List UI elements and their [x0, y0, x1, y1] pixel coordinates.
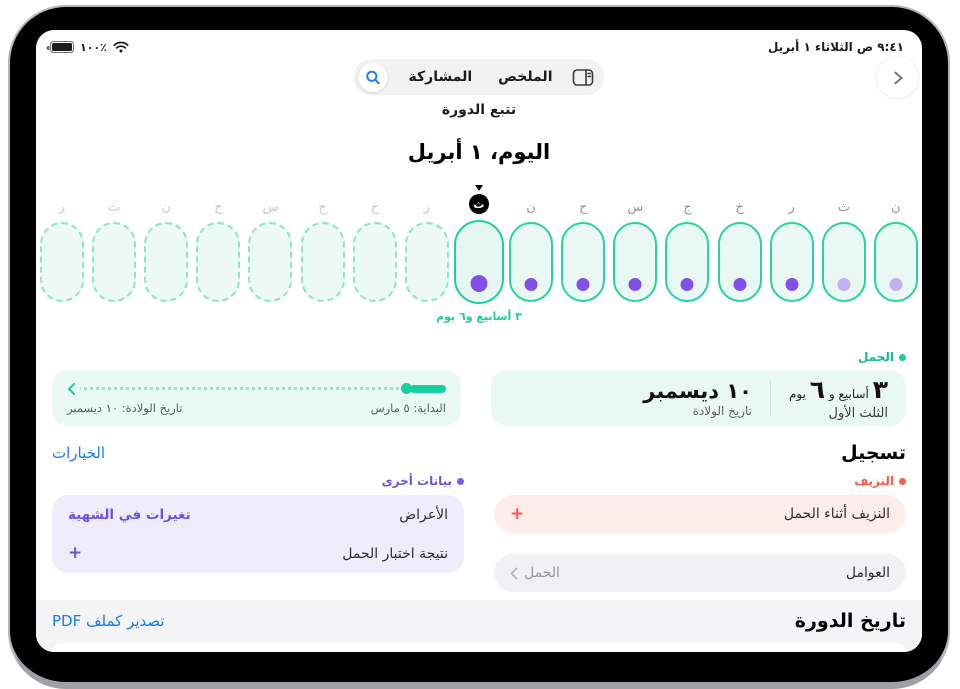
pregnancy-summary-card[interactable]	[491, 370, 906, 426]
day-oval	[248, 222, 292, 302]
timeline-day[interactable]	[244, 176, 296, 326]
day-letter: ث	[107, 200, 121, 215]
cycle-history-heading: تاريخ الدورة	[794, 610, 906, 632]
battery-percent: ٪١٠٠	[80, 40, 107, 54]
options-link[interactable]: الخيارات	[52, 444, 106, 462]
navigation-bar	[36, 58, 922, 98]
pregnancy-progress-card[interactable]	[52, 370, 461, 426]
pregnancy-test-row[interactable]	[68, 534, 448, 573]
day-oval	[196, 222, 240, 302]
day-oval	[561, 222, 605, 302]
entry-dot	[629, 278, 642, 291]
timeline-day[interactable]	[140, 176, 192, 326]
other-data-section-label: بيانات أخرى	[52, 474, 464, 488]
timeline-day[interactable]	[349, 176, 401, 326]
day-letter: ج	[318, 200, 327, 215]
entry-dot	[525, 278, 538, 291]
nav-tab-pill	[354, 59, 605, 95]
day-letter: خ	[370, 200, 379, 215]
day-letter: ث	[473, 197, 485, 211]
bleeding-section-label: النزيف	[494, 474, 906, 488]
day-letter: ث	[837, 200, 850, 215]
day-oval	[665, 222, 709, 302]
progress-start-label: البداية: ٥ مارس	[370, 400, 446, 415]
log-heading: تسجيل	[841, 442, 906, 464]
other-data-dot-icon	[457, 478, 464, 485]
search-button[interactable]	[359, 63, 388, 92]
bleeding-entry-label: النزيف أثناء الحمل	[783, 506, 890, 522]
day-letter: ن	[161, 200, 171, 215]
progress-elapsed-bar	[410, 385, 446, 393]
back-chevron-icon	[889, 69, 907, 87]
pregnancy-progress-bar	[67, 382, 446, 396]
timeline-day[interactable]	[870, 176, 922, 326]
timeline-day[interactable]	[88, 176, 140, 326]
search-icon	[366, 70, 381, 85]
progress-due-label: تاريخ الولادة: ١٠ ديسمبر	[67, 400, 183, 415]
bleeding-entry-row[interactable]	[494, 495, 906, 533]
entry-dot	[470, 275, 487, 292]
day-letter: ج	[683, 200, 692, 215]
status-datetime: ٩:٤١ ص الثلاثاء ١ أبريل	[767, 40, 904, 54]
progress-remaining-track	[80, 387, 399, 390]
timeline-day[interactable]	[818, 176, 870, 326]
back-button[interactable]	[877, 57, 918, 98]
timeline-day[interactable]	[192, 176, 244, 326]
battery-icon	[50, 41, 74, 53]
progress-expand-chevron-icon[interactable]	[67, 382, 76, 396]
gestation-annotation: ٣ أسابيع و٦ يوم	[436, 310, 522, 323]
gestation-block	[789, 375, 888, 421]
add-pregnancy-test-button[interactable]: +	[68, 543, 83, 563]
selected-date-title: اليوم، ١ أبريل	[407, 140, 551, 164]
weeks-value: ٣	[872, 375, 888, 404]
days-word: يوم	[789, 387, 806, 401]
progress-knob[interactable]	[401, 383, 412, 394]
day-oval	[770, 222, 814, 302]
screen	[36, 30, 922, 652]
day-letter: ر	[788, 200, 795, 215]
add-bleeding-button[interactable]: +	[510, 503, 525, 524]
day-oval	[405, 222, 449, 302]
day-letter: ر	[58, 200, 66, 215]
due-date-label: تاريخ الولادة	[692, 403, 752, 418]
other-data-card	[52, 495, 464, 573]
day-letter: ن	[526, 200, 536, 215]
cycle-history-card-top	[52, 643, 906, 652]
sidebar-icon	[572, 69, 593, 86]
factors-value: الحمل	[524, 565, 560, 581]
weeks-word: أسابيع و	[828, 387, 869, 401]
today-pointer-icon	[475, 185, 483, 191]
symptoms-value: تغيرات في الشهية	[68, 506, 191, 523]
day-oval	[301, 222, 345, 302]
day-oval	[613, 222, 657, 302]
timeline-day[interactable]	[505, 176, 557, 326]
timeline-day-today[interactable]	[436, 176, 522, 326]
pregnancy-section-label: الحمل	[858, 350, 906, 364]
timeline-day[interactable]	[557, 176, 609, 326]
cycle-history-section	[36, 600, 922, 652]
entry-dot	[837, 278, 850, 291]
pregnancy-cards	[52, 370, 906, 426]
day-letter: خ	[735, 200, 744, 215]
export-pdf-link[interactable]: تصدير كملف PDF	[52, 612, 165, 630]
timeline-day[interactable]	[661, 176, 713, 326]
log-header	[52, 442, 906, 464]
day-oval	[509, 222, 553, 302]
day-letter: س	[262, 200, 279, 215]
day-oval	[92, 222, 136, 302]
day-letter: ح	[214, 200, 223, 215]
due-date-value: ١٠ ديسمبر	[643, 378, 752, 403]
day-oval	[822, 222, 866, 302]
divider	[770, 380, 771, 416]
trimester-label: الثلث الأول	[828, 406, 888, 421]
pregnancy-test-label: نتيجة اختبار الحمل	[342, 545, 448, 562]
day-letter: ح	[578, 200, 588, 215]
day-oval-today	[454, 220, 504, 304]
day-oval	[144, 222, 188, 302]
days-value: ٦	[809, 375, 826, 404]
pregnancy-dot-icon	[899, 354, 906, 361]
symptoms-label: الأعراض	[399, 506, 448, 523]
bleeding-dot-icon	[899, 478, 906, 485]
timeline-day[interactable]	[714, 176, 766, 326]
entry-dot	[681, 278, 694, 291]
day-letter: ر	[423, 200, 430, 215]
day-oval	[718, 222, 762, 302]
due-date-block	[643, 379, 752, 418]
today-day-badge	[469, 194, 489, 214]
day-letter: س	[627, 200, 644, 215]
timeline-day[interactable]	[401, 176, 453, 326]
day-letter: ن	[891, 200, 901, 215]
day-oval	[353, 222, 397, 302]
log-column-other-data	[52, 474, 464, 573]
symptoms-row[interactable]	[68, 495, 448, 534]
timeline-day[interactable]	[766, 176, 818, 326]
log-column-bleeding	[494, 474, 906, 592]
factors-row[interactable]	[494, 554, 906, 592]
status-bar	[50, 37, 904, 57]
day-oval	[40, 222, 84, 302]
entry-dot	[785, 278, 798, 291]
entry-dot	[889, 278, 902, 291]
sidebar-toggle-button[interactable]	[566, 60, 600, 94]
cycle-timeline	[36, 176, 922, 326]
tab-summary[interactable]: الملخص	[498, 69, 553, 85]
tab-sharing[interactable]: المشاركة	[408, 69, 473, 85]
timeline-day[interactable]	[297, 176, 349, 326]
entry-dot	[577, 278, 590, 291]
wifi-icon	[113, 41, 129, 53]
status-icons	[50, 41, 129, 54]
page-title: تتبع الدورة	[441, 102, 517, 118]
factors-label: العوامل	[845, 565, 890, 581]
entry-dot	[733, 278, 746, 291]
timeline-day[interactable]	[609, 176, 661, 326]
disclosure-chevron-icon	[510, 567, 518, 580]
timeline-day[interactable]	[36, 176, 88, 326]
day-oval	[874, 222, 918, 302]
